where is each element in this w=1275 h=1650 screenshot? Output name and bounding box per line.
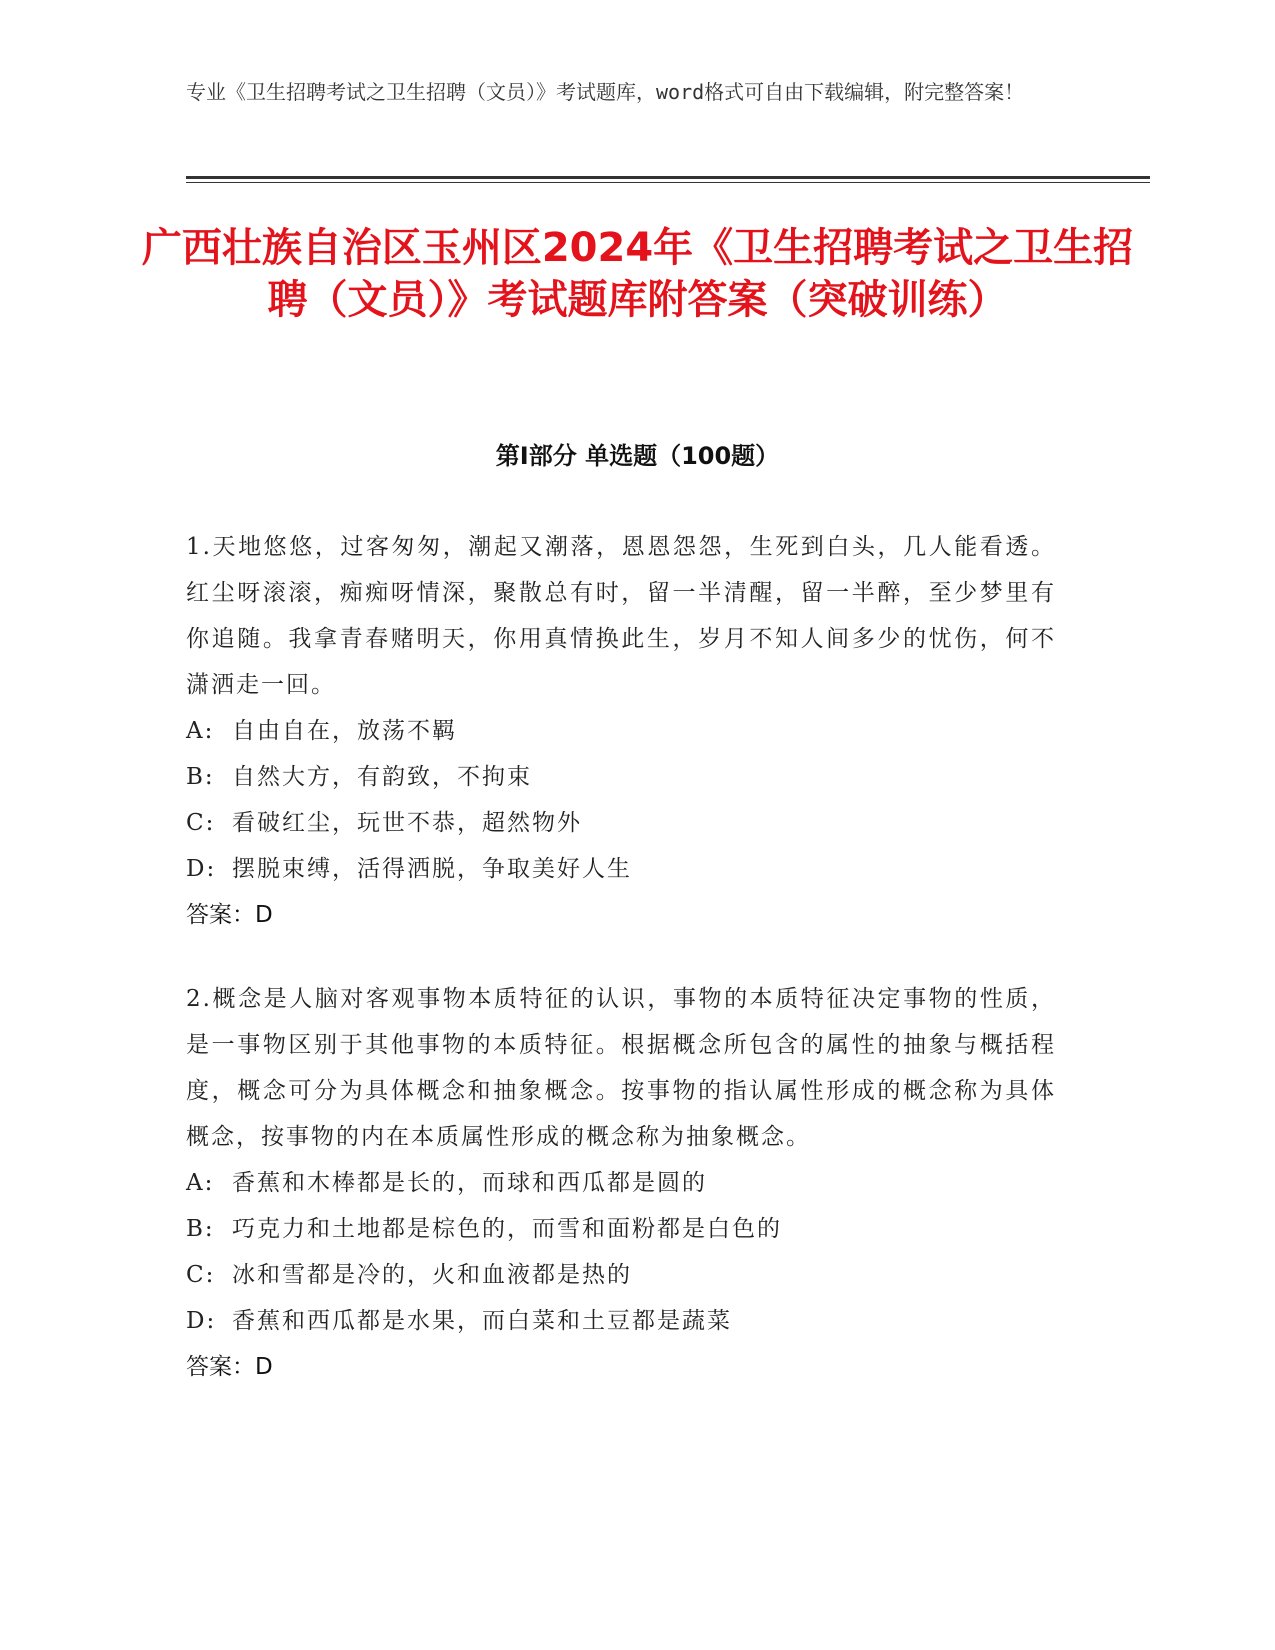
option-text: 摆脱束缚，活得洒脱，争取美好人生 (232, 856, 632, 882)
option-text: 香蕉和西瓜都是水果，而白菜和土豆都是蔬菜 (232, 1308, 732, 1334)
option-key: D: (186, 1308, 217, 1334)
option-d (186, 1298, 1056, 1344)
answer-line: 答案：D (186, 1354, 273, 1380)
option-key: B: (186, 1216, 215, 1242)
option-key: A: (186, 1170, 215, 1196)
option-c (186, 1252, 1056, 1298)
option-text: 巧克力和土地都是棕色的，而雪和面粉都是白色的 (232, 1216, 782, 1242)
header-divider-thin (186, 182, 1150, 183)
question-1 (186, 524, 1056, 938)
option-a (186, 1160, 1056, 1206)
section-heading: 第Ⅰ部分 单选题（100题） (495, 442, 780, 470)
option-key: C: (186, 810, 216, 836)
question-stem: 2.概念是人脑对客观事物本质特征的认识，事物的本质特征决定事物的性质，是一事物区别于其他事物的本质特征。根据概念所包含的属性的抽象与概括程度，概念可分为具体概念和抽象概念。按事物的指认属性形成的概念称为具体概念，按事物的内在本质属性形成的概念称为抽象概念。 (186, 986, 1056, 1150)
option-key: A: (186, 718, 215, 744)
option-text: 自由自在，放荡不羁 (232, 718, 457, 744)
question-stem: 1.天地悠悠，过客匆匆，潮起又潮落，恩恩怨怨，生死到白头，几人能看透。红尘呀滚滚，痴痴呀情深，聚散总有时，留一半清醒，留一半醉，至少梦里有你追随。我拿青春赌明天，你用真情换此生，岁月不知人间多少的忧伤，何不潇洒走一回。 (186, 534, 1056, 698)
option-text: 冰和雪都是冷的，火和血液都是热的 (232, 1262, 632, 1288)
option-key: C: (186, 1262, 216, 1288)
option-a (186, 708, 1056, 754)
option-key: B: (186, 764, 215, 790)
question-2 (186, 976, 1056, 1390)
option-text: 看破红尘，玩世不恭，超然物外 (232, 810, 582, 836)
header-divider-thick (186, 176, 1150, 179)
option-text: 香蕉和木棒都是长的，而球和西瓜都是圆的 (232, 1170, 707, 1196)
answer-line: 答案：D (186, 902, 273, 928)
document-title: 广西壮族自治区玉州区2024年《卫生招聘考试之卫生招聘（文员）》考试题库附答案（突破训练） (141, 225, 1134, 323)
option-text: 自然大方，有韵致，不拘束 (232, 764, 532, 790)
option-key: D: (186, 856, 217, 882)
option-b (186, 1206, 1056, 1252)
option-c (186, 800, 1056, 846)
option-d (186, 846, 1056, 892)
option-b (186, 754, 1056, 800)
header-note: 专业《卫生招聘考试之卫生招聘（文员）》考试题库，word格式可自由下载编辑，附完整答案！ (186, 80, 1025, 104)
